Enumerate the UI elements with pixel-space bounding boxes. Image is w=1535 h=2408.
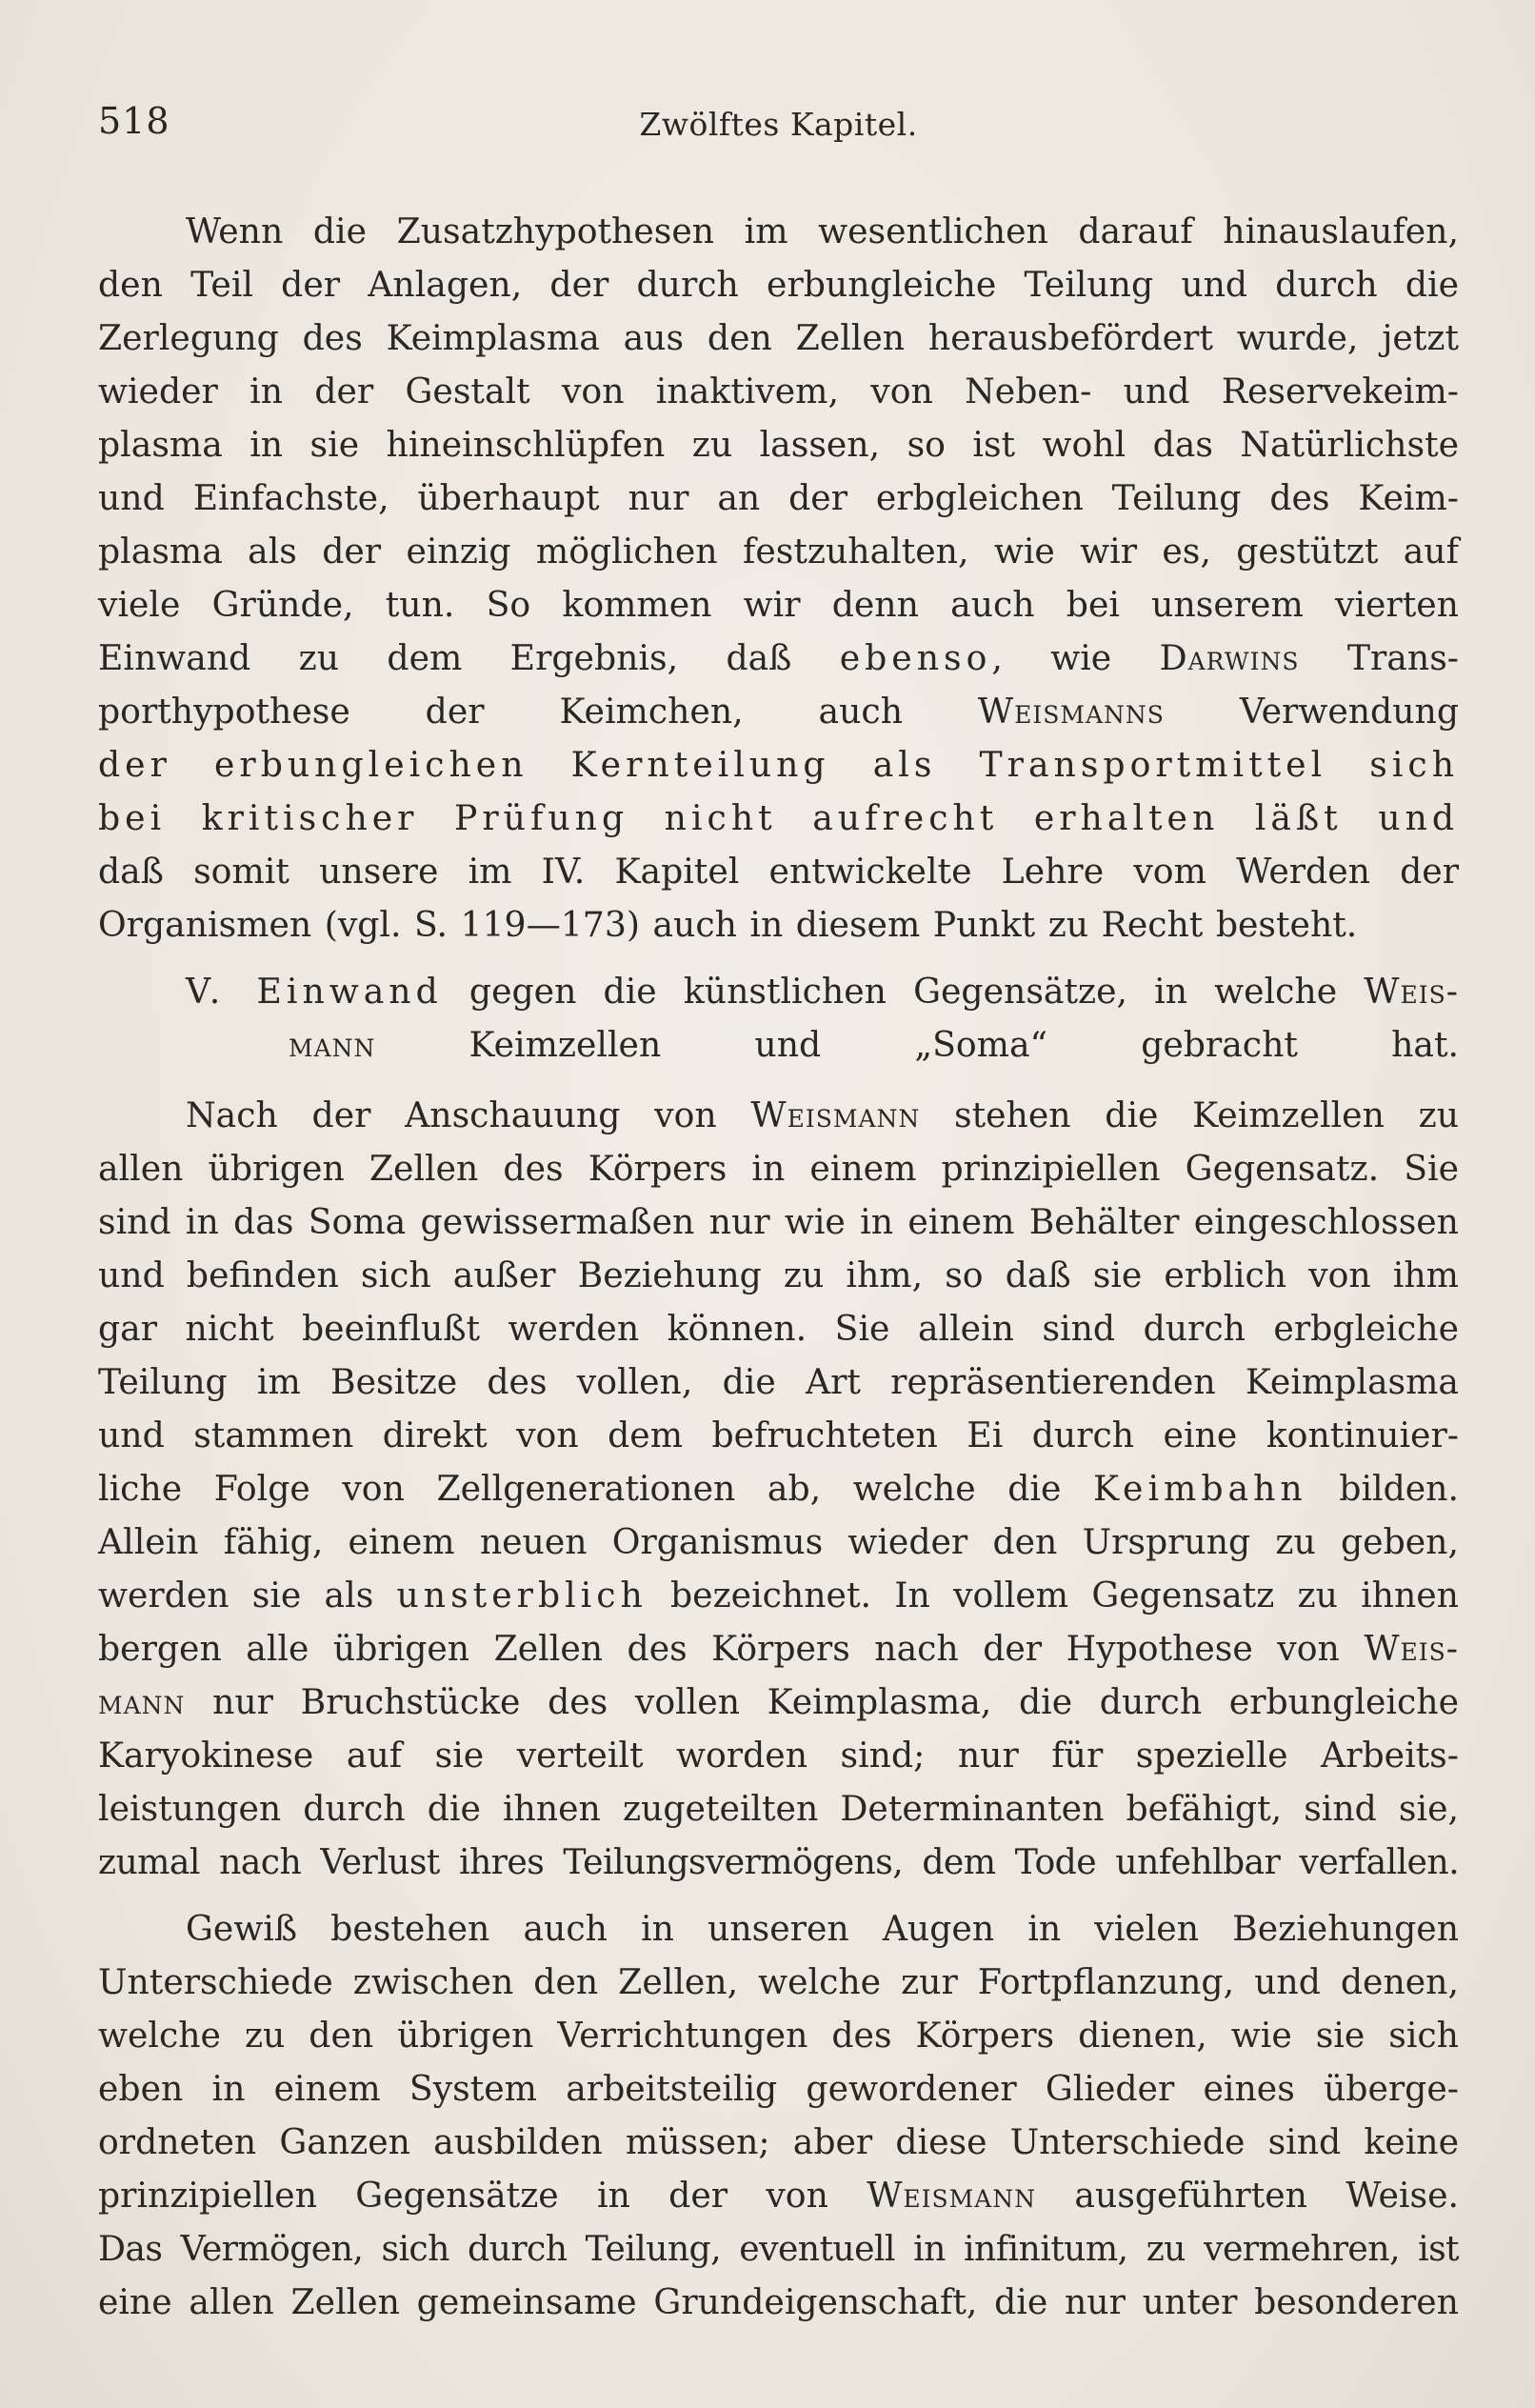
text-line [98, 1622, 1459, 1676]
text-line-spaced: der erbungleichen Kernteilung als Transportmittel sich [98, 744, 1459, 785]
emphasis-spaced: Keimbahn [1092, 1468, 1307, 1509]
text-line [98, 1089, 1459, 1142]
text-line: Karyokinese auf sie verteilt worden sind; nur für spezielle Arbeits- [98, 1735, 1459, 1776]
text-line: Organismen (vgl. S. 119—173) auch in diesem Punkt zu Recht besteht. [98, 904, 1358, 945]
page-header [98, 100, 1459, 157]
text-run: prinzipiellen Gegensätze in der von [98, 2175, 867, 2216]
text-run: Keimzellen und „Soma“ gebracht hat. [375, 1024, 1459, 1065]
text-line: Wenn die Zusatzhypothesen im wesentlichen darauf hinauslaufen, [186, 211, 1459, 251]
text-line: leistungen durch die ihnen zugeteilten Determinanten befähigt, sind sie, [98, 1788, 1459, 1829]
text-run: Einwand zu dem Ergebnis, daß [98, 637, 840, 678]
text-run: gegen die künstlichen Gegensätze, in welche [442, 971, 1365, 1012]
text-line: eben in einem System arbeitsteilig gewordener Glieder eines überge- [98, 2068, 1459, 2109]
emphasis-spaced: unsterblich [396, 1575, 648, 1615]
text-run: porthypothese der Keimchen, auch [98, 691, 978, 732]
text-line: und befinden sich außer Beziehung zu ihm, so daß sie erblich von ihm [98, 1254, 1459, 1295]
text-line [98, 1462, 1459, 1515]
text-line: und stammen direkt von dem befruchteten Ei durch eine kontinuier- [98, 1415, 1459, 1455]
text-line: plasma als der einzig möglichen festzuhalten, wie wir es, gestützt auf [98, 531, 1459, 572]
text-run: Trans- [1299, 637, 1459, 678]
author-name: Weis- [1364, 1628, 1459, 1669]
heading-line [98, 1018, 1459, 1072]
text-line: Teilung im Besitze des vollen, die Art repräsentierenden Keimplasma [98, 1361, 1459, 1402]
text-run: Verwendung [1164, 691, 1459, 732]
text-run: bezeichnet. In vollem Gegensatz zu ihnen [647, 1575, 1459, 1615]
text-line: gar nicht beeinflußt werden können. Sie allein sind durch erbgleiche [98, 1308, 1459, 1349]
author-name: Weismann [867, 2175, 1037, 2216]
text-line: Das Vermögen, sich durch Teilung, eventuell in infinitum, zu vermehren, ist [98, 2228, 1459, 2269]
heading-line [98, 965, 1459, 1018]
running-title: Zwölftes Kapitel. [639, 106, 918, 143]
text-line [98, 1676, 1459, 1729]
text-run: , wie [991, 637, 1160, 678]
text-run: liche Folge von Zellgenerationen ab, welche die [98, 1468, 1093, 1509]
text-line [98, 685, 1459, 738]
text-run: ausgeführten Weise. [1036, 2175, 1459, 2216]
text-line: sind in das Soma gewissermaßen nur wie in einem Behälter eingeschlossen [98, 1201, 1459, 1242]
paragraph [98, 1902, 1459, 2329]
author-name: Weismanns [977, 691, 1165, 732]
section-heading [98, 965, 1459, 1072]
text-run: Nach der Anschauung von [186, 1094, 751, 1135]
author-name: mann [289, 1024, 376, 1065]
heading-label: V. Einwand [186, 971, 443, 1012]
text-run: werden sie als [98, 1575, 397, 1615]
text-line: eine allen Zellen gemeinsame Grundeigenschaft, die nur unter besonderen [98, 2281, 1459, 2322]
author-name: Weismann [750, 1094, 921, 1135]
text-line: wieder in der Gestalt von inaktivem, von Neben- und Reservekeim- [98, 371, 1459, 411]
text-line: den Teil der Anlagen, der durch erbungleiche Teilung und durch die [98, 264, 1459, 305]
author-name: Darwins [1159, 637, 1300, 678]
author-name: Weis- [1364, 971, 1459, 1012]
paragraph [98, 1089, 1459, 1889]
paragraph [98, 205, 1459, 952]
text-line: ordneten Ganzen ausbilden müssen; aber diese Unterschiede sind keine [98, 2121, 1459, 2162]
body-text [98, 205, 1459, 2329]
page-number: 518 [98, 100, 170, 142]
text-run: stehen die Keimzellen zu [920, 1094, 1459, 1135]
text-line: welche zu den übrigen Verrichtungen des Körpers dienen, wie sie sich [98, 2015, 1459, 2056]
emphasis-spaced: ebenso [839, 637, 992, 678]
text-line: allen übrigen Zellen des Körpers in einem prinzipiellen Gegensatz. Sie [98, 1148, 1459, 1189]
text-line: plasma in sie hineinschlüpfen zu lassen, so ist wohl das Natürlichste [98, 424, 1459, 465]
text-line [98, 1569, 1459, 1622]
text-run: bergen alle übrigen Zellen des Körpers nach der Hypothese von [98, 1628, 1365, 1669]
text-line: und Einfachste, überhaupt nur an der erbgleichen Teilung des Keim- [98, 477, 1459, 518]
author-name: mann [98, 1681, 186, 1722]
text-line: Gewiß bestehen auch in unseren Augen in vielen Beziehungen [186, 1908, 1459, 1949]
text-line: Unterschiede zwischen den Zellen, welche zur Fortpflanzung, und denen, [98, 1961, 1459, 2002]
text-line: Zerlegung des Keimplasma aus den Zellen herausbefördert wurde, jetzt [98, 317, 1459, 358]
text-line: zumal nach Verlust ihres Teilungsvermögens, dem Tode unfehlbar verfallen. [98, 1841, 1459, 1882]
text-line-spaced: bei kritischer Prüfung nicht aufrecht erhalten läßt und [98, 797, 1459, 838]
text-line: viele Gründe, tun. So kommen wir denn auch bei unserem vierten [98, 584, 1459, 625]
text-run: nur Bruchstücke des vollen Keimplasma, die durch erbungleiche [185, 1681, 1459, 1722]
text-line: Allein fähig, einem neuen Organismus wieder den Ursprung zu geben, [98, 1521, 1459, 1562]
text-line [98, 632, 1459, 685]
text-line [98, 2169, 1459, 2222]
text-line: daß somit unsere im IV. Kapitel entwickelte Lehre vom Werden der [98, 851, 1459, 892]
text-run: bilden. [1306, 1468, 1459, 1509]
